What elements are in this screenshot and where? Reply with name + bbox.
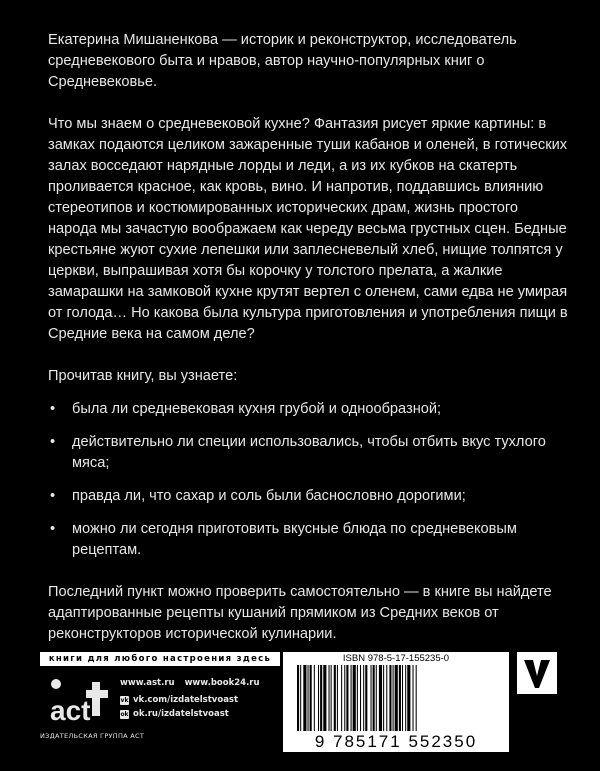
back-cover-text <box>48 30 568 645</box>
barcode-bar <box>341 665 342 731</box>
site-link-book24[interactable]: www.book24.ru <box>184 678 260 688</box>
barcode-bar <box>310 665 312 731</box>
vk-link[interactable]: vk.com/izdatelstvoast <box>133 695 239 705</box>
closing-paragraph: Последний пункт можно проверить самостоятельно — в книге вы найдете адаптированные рецепты кушаний прямиком из Средних веков от реконструкторов исторической кулинарии. <box>48 584 552 642</box>
barcode-bar <box>314 665 315 731</box>
bullet-icon: • <box>50 488 56 504</box>
barcode-bar <box>371 665 372 731</box>
isbn-number: ISBN 978-5-17-155235-0 <box>342 653 450 664</box>
list-item: • можно ли сегодня приготовить вкусные блюда по средневековым рецептам. <box>50 521 517 558</box>
barcode-bar <box>334 665 336 731</box>
barcode-bar <box>413 665 414 731</box>
barcode-bar <box>337 665 338 731</box>
barcode-bar <box>323 665 326 731</box>
isbn-barcode-box <box>283 652 509 752</box>
barcode-bar <box>360 665 361 731</box>
barcode-bar <box>407 665 410 731</box>
ok-icon: ok <box>120 710 129 718</box>
barcode-bar <box>389 665 391 731</box>
barcode-bar <box>399 665 401 731</box>
cover-footer <box>0 652 600 771</box>
barcode-bar <box>318 665 319 731</box>
barcode-bar <box>405 665 406 731</box>
author-bio: Екатерина Мишаненкова — историк и реконструктор, исследователь средневекового быта и нравов, автор научно-популярных книг о Средневековье. <box>48 32 517 90</box>
barcode-bar <box>386 665 387 731</box>
barcode-bar <box>357 665 358 731</box>
barcode-bar <box>346 665 348 731</box>
bullet-list <box>48 399 568 561</box>
barcode-bar <box>353 665 356 731</box>
barcode-bar <box>320 665 322 731</box>
list-item: • действительно ли специи использовались, чтобы отбить вкус тухлого мяса; <box>50 434 546 471</box>
ok-link[interactable]: ok.ru/izdatelstvoast <box>133 709 229 719</box>
barcode-bar <box>402 665 403 731</box>
vk-icon: vk <box>120 696 129 704</box>
barcode-bar <box>329 665 330 731</box>
book-description: Что мы знаем о средневековой кухне? Фантазия рисует яркие картины: в замках подаются целиком зажаренные туши кабанов и оленей, в готических залах восседают нарядные лорды и леди, а из их кубков на скатерть проливается красное, как кровь, вино. И напротив, поддавшись влиянию стереотипов и костюмированных исторических драм, жизнь простого народа мы зачастую воображаем как череду весьма грустных сцен. Бедные крестьяне жуют сухие лепешки или заплесневелый хлеб, нищие толпятся у церкви, выпрашивая хотя бы корочку у толстого прелата, а жалкие замарашки на замковой кухне крутят вертел с оленем, сами едва не умирая от голода… Но какова была культура приготовления и употребления пищи в Средние века на самом деле? <box>48 116 568 342</box>
barcode-bar <box>373 665 375 731</box>
barcode-icon <box>295 665 497 735</box>
bullet-icon: • <box>50 434 56 450</box>
svg-text:act: act <box>50 695 91 726</box>
bullet-icon: • <box>50 521 56 537</box>
barcode-bar <box>395 665 398 731</box>
barcode-bar <box>303 665 306 731</box>
publisher-label: ИЗДАТЕЛЬСКАЯ ГРУППА АСТ <box>40 732 145 740</box>
barcode-bar <box>376 665 377 731</box>
barcode-bar <box>416 665 417 731</box>
barcode-bar <box>331 665 332 731</box>
barcode-number: 9 785171 552350 <box>314 732 478 751</box>
list-item: • правда ли, что сахар и соль были баснословно дорогими; <box>48 486 568 507</box>
barcode-bar <box>297 665 299 731</box>
barcode-bar <box>344 665 345 731</box>
barcode-bar <box>308 665 309 731</box>
barcode-bar <box>365 665 367 731</box>
list-lead: Прочитав книгу, вы узнаете: <box>48 368 238 384</box>
publisher-links <box>120 678 260 723</box>
tagline-banner: книги для любого настроения здесь <box>40 652 280 666</box>
site-link-ast[interactable]: www.ast.ru <box>120 678 175 688</box>
list-item: • была ли средневековая кухня грубой и однообразной; <box>48 399 568 420</box>
barcode-bar <box>363 665 364 731</box>
v-logo-icon <box>517 652 557 694</box>
barcode-bar <box>383 665 384 731</box>
barcode-bar <box>393 665 394 731</box>
ast-logo-icon <box>48 676 116 728</box>
barcode-bar <box>351 665 352 731</box>
barcode-bar <box>300 665 301 731</box>
bullet-icon: • <box>50 401 56 417</box>
barcode-bar <box>379 665 382 731</box>
